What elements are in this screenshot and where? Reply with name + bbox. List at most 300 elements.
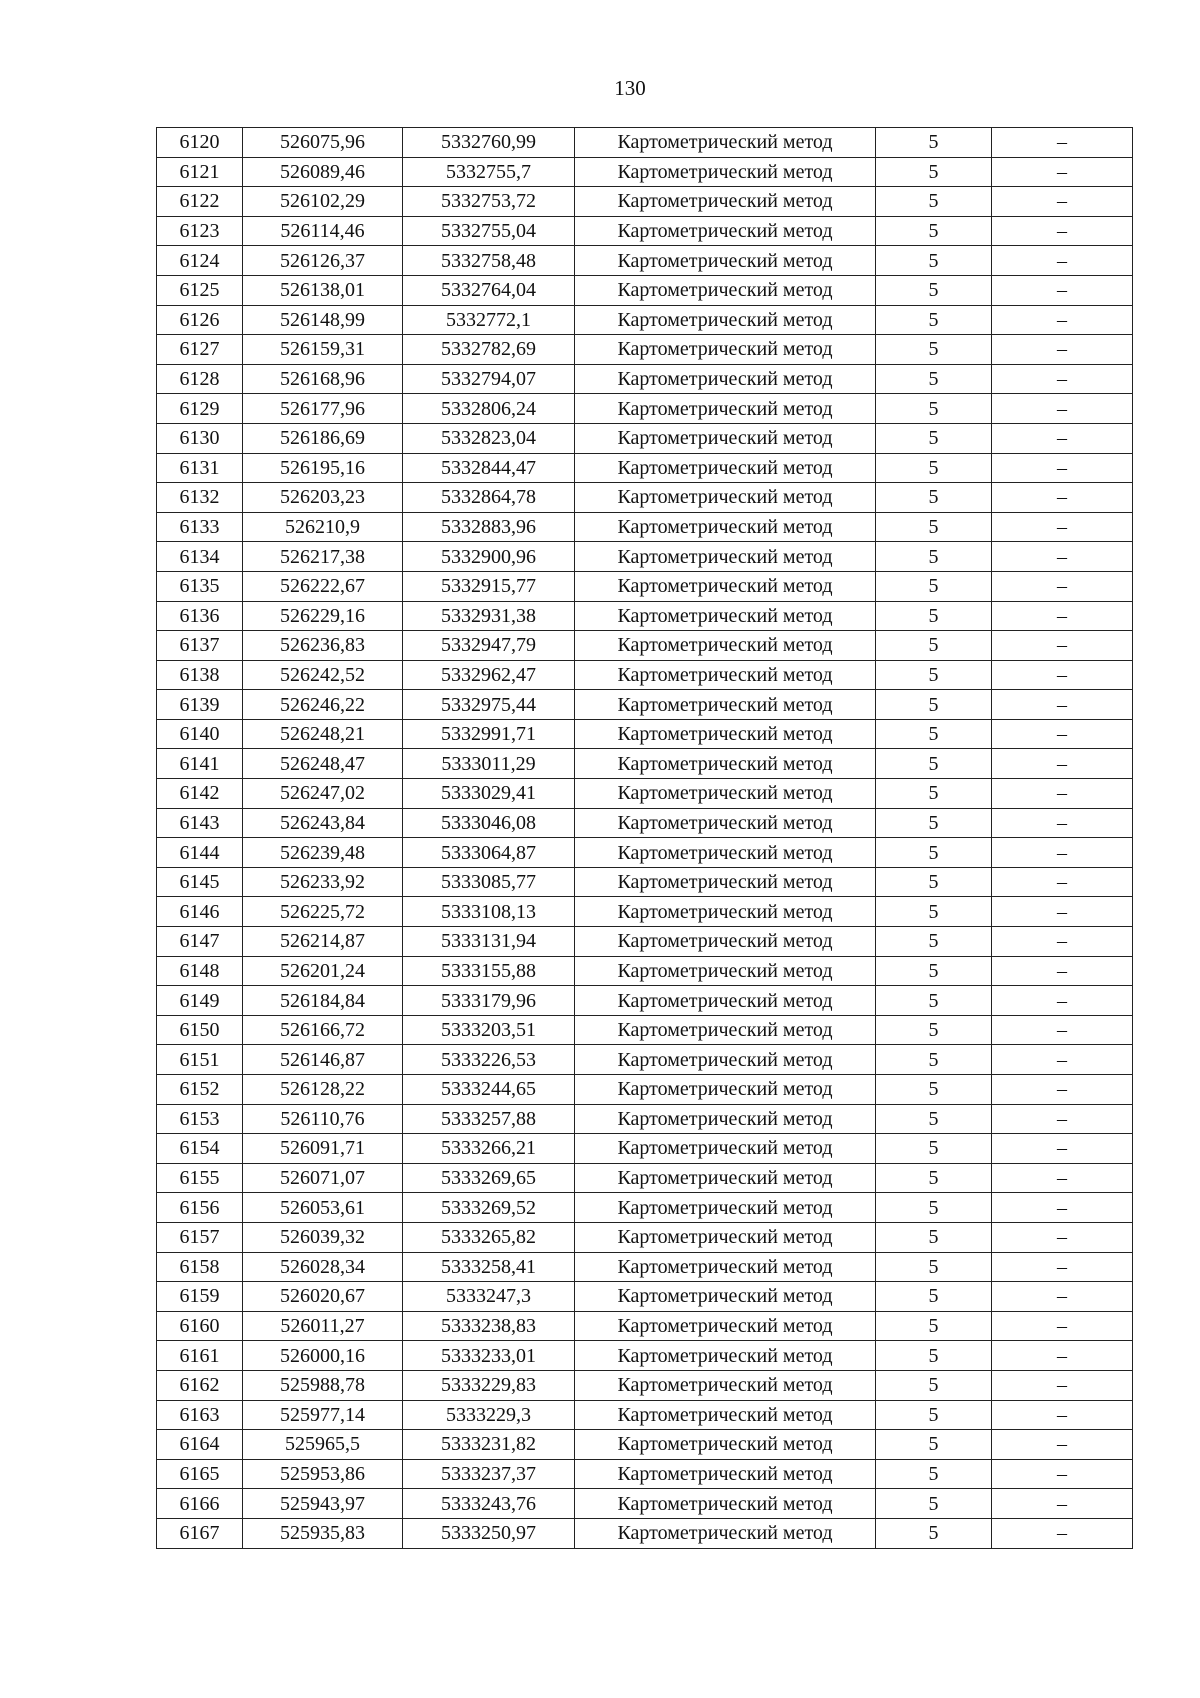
y-coordinate-cell: 5332806,24 (403, 394, 575, 424)
table-row (157, 1104, 1133, 1134)
point-number-cell: 6124 (157, 246, 243, 276)
x-coordinate-cell: 526110,76 (243, 1104, 403, 1134)
point-number-cell: 6137 (157, 631, 243, 661)
table-row (157, 601, 1133, 631)
accuracy-cell: 5 (876, 157, 992, 187)
method-cell: Картометрический метод (575, 1252, 876, 1282)
accuracy-cell: 5 (876, 719, 992, 749)
point-number-cell: 6140 (157, 719, 243, 749)
x-coordinate-cell: 525988,78 (243, 1370, 403, 1400)
description-cell: – (992, 1518, 1133, 1548)
x-coordinate-cell: 526146,87 (243, 1045, 403, 1075)
description-cell: – (992, 394, 1133, 424)
accuracy-cell: 5 (876, 1252, 992, 1282)
description-cell: – (992, 246, 1133, 276)
x-coordinate-cell: 525965,5 (243, 1430, 403, 1460)
y-coordinate-cell: 5332883,96 (403, 512, 575, 542)
method-cell: Картометрический метод (575, 927, 876, 957)
method-cell: Картометрический метод (575, 1311, 876, 1341)
accuracy-cell: 5 (876, 216, 992, 246)
table-row (157, 305, 1133, 335)
y-coordinate-cell: 5332758,48 (403, 246, 575, 276)
accuracy-cell: 5 (876, 749, 992, 779)
table-row (157, 1400, 1133, 1430)
method-cell: Картометрический метод (575, 335, 876, 365)
y-coordinate-cell: 5333244,65 (403, 1075, 575, 1105)
y-coordinate-cell: 5333179,96 (403, 986, 575, 1016)
method-cell: Картометрический метод (575, 394, 876, 424)
accuracy-cell: 5 (876, 838, 992, 868)
y-coordinate-cell: 5333266,21 (403, 1134, 575, 1164)
point-number-cell: 6167 (157, 1518, 243, 1548)
y-coordinate-cell: 5332753,72 (403, 187, 575, 217)
accuracy-cell: 5 (876, 1311, 992, 1341)
accuracy-cell: 5 (876, 128, 992, 158)
method-cell: Картометрический метод (575, 956, 876, 986)
method-cell: Картометрический метод (575, 779, 876, 809)
method-cell: Картометрический метод (575, 305, 876, 335)
table-row (157, 335, 1133, 365)
method-cell: Картометрический метод (575, 1489, 876, 1519)
method-cell: Картометрический метод (575, 1222, 876, 1252)
description-cell: – (992, 275, 1133, 305)
point-number-cell: 6152 (157, 1075, 243, 1105)
point-number-cell: 6156 (157, 1193, 243, 1223)
method-cell: Картометрический метод (575, 483, 876, 513)
description-cell: – (992, 1045, 1133, 1075)
description-cell: – (992, 631, 1133, 661)
method-cell: Картометрический метод (575, 660, 876, 690)
description-cell: – (992, 187, 1133, 217)
y-coordinate-cell: 5333250,97 (403, 1518, 575, 1548)
table-row (157, 1015, 1133, 1045)
y-coordinate-cell: 5333064,87 (403, 838, 575, 868)
description-cell: – (992, 512, 1133, 542)
y-coordinate-cell: 5332864,78 (403, 483, 575, 513)
y-coordinate-cell: 5333247,3 (403, 1282, 575, 1312)
method-cell: Картометрический метод (575, 1518, 876, 1548)
y-coordinate-cell: 5332900,96 (403, 542, 575, 572)
description-cell: – (992, 838, 1133, 868)
y-coordinate-cell: 5332975,44 (403, 690, 575, 720)
x-coordinate-cell: 526184,84 (243, 986, 403, 1016)
accuracy-cell: 5 (876, 897, 992, 927)
table-row (157, 128, 1133, 158)
point-number-cell: 6150 (157, 1015, 243, 1045)
y-coordinate-cell: 5333155,88 (403, 956, 575, 986)
point-number-cell: 6141 (157, 749, 243, 779)
x-coordinate-cell: 526159,31 (243, 335, 403, 365)
table-row (157, 1459, 1133, 1489)
x-coordinate-cell: 526039,32 (243, 1222, 403, 1252)
point-number-cell: 6161 (157, 1341, 243, 1371)
x-coordinate-cell: 526091,71 (243, 1134, 403, 1164)
point-number-cell: 6165 (157, 1459, 243, 1489)
description-cell: – (992, 719, 1133, 749)
description-cell: – (992, 808, 1133, 838)
table-row (157, 867, 1133, 897)
method-cell: Картометрический метод (575, 719, 876, 749)
description-cell: – (992, 1282, 1133, 1312)
point-number-cell: 6120 (157, 128, 243, 158)
method-cell: Картометрический метод (575, 867, 876, 897)
table-row (157, 631, 1133, 661)
table-row (157, 364, 1133, 394)
method-cell: Картометрический метод (575, 187, 876, 217)
x-coordinate-cell: 526247,02 (243, 779, 403, 809)
x-coordinate-cell: 526028,34 (243, 1252, 403, 1282)
accuracy-cell: 5 (876, 453, 992, 483)
y-coordinate-cell: 5332755,7 (403, 157, 575, 187)
accuracy-cell: 5 (876, 1370, 992, 1400)
x-coordinate-cell: 525935,83 (243, 1518, 403, 1548)
method-cell: Картометрический метод (575, 364, 876, 394)
method-cell: Картометрический метод (575, 1193, 876, 1223)
description-cell: – (992, 1370, 1133, 1400)
table-row (157, 838, 1133, 868)
y-coordinate-cell: 5332764,04 (403, 275, 575, 305)
x-coordinate-cell: 526114,46 (243, 216, 403, 246)
description-cell: – (992, 1311, 1133, 1341)
table-row (157, 453, 1133, 483)
point-number-cell: 6147 (157, 927, 243, 957)
y-coordinate-cell: 5332844,47 (403, 453, 575, 483)
description-cell: – (992, 1400, 1133, 1430)
method-cell: Картометрический метод (575, 1104, 876, 1134)
table-row (157, 956, 1133, 986)
method-cell: Картометрический метод (575, 1400, 876, 1430)
table-row (157, 749, 1133, 779)
point-number-cell: 6127 (157, 335, 243, 365)
table-row (157, 1518, 1133, 1548)
method-cell: Картометрический метод (575, 423, 876, 453)
table-row (157, 779, 1133, 809)
accuracy-cell: 5 (876, 808, 992, 838)
accuracy-cell: 5 (876, 305, 992, 335)
description-cell: – (992, 956, 1133, 986)
table-row (157, 1311, 1133, 1341)
method-cell: Картометрический метод (575, 1075, 876, 1105)
point-number-cell: 6121 (157, 157, 243, 187)
description-cell: – (992, 453, 1133, 483)
y-coordinate-cell: 5332760,99 (403, 128, 575, 158)
accuracy-cell: 5 (876, 660, 992, 690)
accuracy-cell: 5 (876, 601, 992, 631)
description-cell: – (992, 483, 1133, 513)
coordinates-table-body (157, 128, 1133, 1549)
description-cell: – (992, 690, 1133, 720)
description-cell: – (992, 216, 1133, 246)
description-cell: – (992, 1252, 1133, 1282)
x-coordinate-cell: 526225,72 (243, 897, 403, 927)
accuracy-cell: 5 (876, 1489, 992, 1519)
x-coordinate-cell: 526246,22 (243, 690, 403, 720)
y-coordinate-cell: 5332991,71 (403, 719, 575, 749)
accuracy-cell: 5 (876, 1430, 992, 1460)
accuracy-cell: 5 (876, 1341, 992, 1371)
method-cell: Картометрический метод (575, 1045, 876, 1075)
y-coordinate-cell: 5333029,41 (403, 779, 575, 809)
description-cell: – (992, 779, 1133, 809)
point-number-cell: 6143 (157, 808, 243, 838)
table-row (157, 1193, 1133, 1223)
table-row (157, 1222, 1133, 1252)
point-number-cell: 6123 (157, 216, 243, 246)
method-cell: Картометрический метод (575, 690, 876, 720)
description-cell: – (992, 1104, 1133, 1134)
point-number-cell: 6131 (157, 453, 243, 483)
description-cell: – (992, 335, 1133, 365)
accuracy-cell: 5 (876, 423, 992, 453)
y-coordinate-cell: 5333085,77 (403, 867, 575, 897)
y-coordinate-cell: 5333237,37 (403, 1459, 575, 1489)
accuracy-cell: 5 (876, 275, 992, 305)
method-cell: Картометрический метод (575, 749, 876, 779)
y-coordinate-cell: 5333269,65 (403, 1163, 575, 1193)
x-coordinate-cell: 526075,96 (243, 128, 403, 158)
x-coordinate-cell: 526148,99 (243, 305, 403, 335)
table-row (157, 571, 1133, 601)
x-coordinate-cell: 525977,14 (243, 1400, 403, 1430)
point-number-cell: 6163 (157, 1400, 243, 1430)
y-coordinate-cell: 5332782,69 (403, 335, 575, 365)
x-coordinate-cell: 525953,86 (243, 1459, 403, 1489)
point-number-cell: 6145 (157, 867, 243, 897)
table-row (157, 808, 1133, 838)
point-number-cell: 6133 (157, 512, 243, 542)
x-coordinate-cell: 526126,37 (243, 246, 403, 276)
table-row (157, 927, 1133, 957)
point-number-cell: 6151 (157, 1045, 243, 1075)
x-coordinate-cell: 526243,84 (243, 808, 403, 838)
x-coordinate-cell: 526248,47 (243, 749, 403, 779)
x-coordinate-cell: 526011,27 (243, 1311, 403, 1341)
x-coordinate-cell: 526071,07 (243, 1163, 403, 1193)
point-number-cell: 6166 (157, 1489, 243, 1519)
description-cell: – (992, 423, 1133, 453)
table-row (157, 246, 1133, 276)
x-coordinate-cell: 526000,16 (243, 1341, 403, 1371)
method-cell: Картометрический метод (575, 1163, 876, 1193)
table-row (157, 690, 1133, 720)
y-coordinate-cell: 5333131,94 (403, 927, 575, 957)
accuracy-cell: 5 (876, 571, 992, 601)
description-cell: – (992, 897, 1133, 927)
x-coordinate-cell: 526201,24 (243, 956, 403, 986)
point-number-cell: 6155 (157, 1163, 243, 1193)
x-coordinate-cell: 526168,96 (243, 364, 403, 394)
y-coordinate-cell: 5333269,52 (403, 1193, 575, 1223)
method-cell: Картометрический метод (575, 216, 876, 246)
y-coordinate-cell: 5333265,82 (403, 1222, 575, 1252)
description-cell: – (992, 986, 1133, 1016)
table-row (157, 216, 1133, 246)
point-number-cell: 6157 (157, 1222, 243, 1252)
description-cell: – (992, 364, 1133, 394)
y-coordinate-cell: 5332755,04 (403, 216, 575, 246)
y-coordinate-cell: 5333229,83 (403, 1370, 575, 1400)
table-row (157, 1489, 1133, 1519)
point-number-cell: 6128 (157, 364, 243, 394)
point-number-cell: 6154 (157, 1134, 243, 1164)
description-cell: – (992, 1489, 1133, 1519)
accuracy-cell: 5 (876, 1518, 992, 1548)
x-coordinate-cell: 526242,52 (243, 660, 403, 690)
method-cell: Картометрический метод (575, 1282, 876, 1312)
point-number-cell: 6148 (157, 956, 243, 986)
table-row (157, 187, 1133, 217)
x-coordinate-cell: 526177,96 (243, 394, 403, 424)
point-number-cell: 6144 (157, 838, 243, 868)
point-number-cell: 6146 (157, 897, 243, 927)
accuracy-cell: 5 (876, 1075, 992, 1105)
y-coordinate-cell: 5333046,08 (403, 808, 575, 838)
description-cell: – (992, 867, 1133, 897)
accuracy-cell: 5 (876, 1045, 992, 1075)
accuracy-cell: 5 (876, 986, 992, 1016)
y-coordinate-cell: 5333258,41 (403, 1252, 575, 1282)
table-row (157, 542, 1133, 572)
point-number-cell: 6132 (157, 483, 243, 513)
page-number: 130 (614, 76, 646, 100)
description-cell: – (992, 601, 1133, 631)
description-cell: – (992, 927, 1133, 957)
x-coordinate-cell: 526166,72 (243, 1015, 403, 1045)
point-number-cell: 6158 (157, 1252, 243, 1282)
description-cell: – (992, 1459, 1133, 1489)
x-coordinate-cell: 526138,01 (243, 275, 403, 305)
table-row (157, 1252, 1133, 1282)
method-cell: Картометрический метод (575, 838, 876, 868)
accuracy-cell: 5 (876, 335, 992, 365)
y-coordinate-cell: 5333229,3 (403, 1400, 575, 1430)
point-number-cell: 6129 (157, 394, 243, 424)
table-row (157, 1430, 1133, 1460)
table-row (157, 423, 1133, 453)
description-cell: – (992, 1193, 1133, 1223)
y-coordinate-cell: 5332772,1 (403, 305, 575, 335)
accuracy-cell: 5 (876, 927, 992, 957)
table-row (157, 483, 1133, 513)
x-coordinate-cell: 526210,9 (243, 512, 403, 542)
point-number-cell: 6130 (157, 423, 243, 453)
y-coordinate-cell: 5332823,04 (403, 423, 575, 453)
coordinates-table (156, 127, 1133, 1549)
accuracy-cell: 5 (876, 394, 992, 424)
point-number-cell: 6122 (157, 187, 243, 217)
accuracy-cell: 5 (876, 364, 992, 394)
description-cell: – (992, 1075, 1133, 1105)
point-number-cell: 6142 (157, 779, 243, 809)
method-cell: Картометрический метод (575, 601, 876, 631)
table-row (157, 1075, 1133, 1105)
y-coordinate-cell: 5332915,77 (403, 571, 575, 601)
accuracy-cell: 5 (876, 246, 992, 276)
table-row (157, 1341, 1133, 1371)
description-cell: – (992, 1430, 1133, 1460)
description-cell: – (992, 660, 1133, 690)
accuracy-cell: 5 (876, 512, 992, 542)
method-cell: Картометрический метод (575, 275, 876, 305)
accuracy-cell: 5 (876, 1222, 992, 1252)
table-row (157, 986, 1133, 1016)
x-coordinate-cell: 526217,38 (243, 542, 403, 572)
method-cell: Картометрический метод (575, 1459, 876, 1489)
accuracy-cell: 5 (876, 779, 992, 809)
accuracy-cell: 5 (876, 1459, 992, 1489)
y-coordinate-cell: 5333233,01 (403, 1341, 575, 1371)
x-coordinate-cell: 526020,67 (243, 1282, 403, 1312)
y-coordinate-cell: 5333203,51 (403, 1015, 575, 1045)
point-number-cell: 6159 (157, 1282, 243, 1312)
description-cell: – (992, 1222, 1133, 1252)
y-coordinate-cell: 5332947,79 (403, 631, 575, 661)
method-cell: Картометрический метод (575, 1370, 876, 1400)
point-number-cell: 6164 (157, 1430, 243, 1460)
table-row (157, 1134, 1133, 1164)
table-row (157, 1045, 1133, 1075)
method-cell: Картометрический метод (575, 808, 876, 838)
x-coordinate-cell: 526089,46 (243, 157, 403, 187)
table-row (157, 1370, 1133, 1400)
method-cell: Картометрический метод (575, 128, 876, 158)
y-coordinate-cell: 5332794,07 (403, 364, 575, 394)
table-row (157, 719, 1133, 749)
description-cell: – (992, 1134, 1133, 1164)
method-cell: Картометрический метод (575, 1015, 876, 1045)
table-row (157, 1163, 1133, 1193)
accuracy-cell: 5 (876, 631, 992, 661)
x-coordinate-cell: 526203,23 (243, 483, 403, 513)
table-row (157, 275, 1133, 305)
x-coordinate-cell: 526248,21 (243, 719, 403, 749)
point-number-cell: 6126 (157, 305, 243, 335)
method-cell: Картометрический метод (575, 246, 876, 276)
y-coordinate-cell: 5333011,29 (403, 749, 575, 779)
x-coordinate-cell: 526128,22 (243, 1075, 403, 1105)
description-cell: – (992, 542, 1133, 572)
description-cell: – (992, 1015, 1133, 1045)
y-coordinate-cell: 5333226,53 (403, 1045, 575, 1075)
point-number-cell: 6162 (157, 1370, 243, 1400)
description-cell: – (992, 571, 1133, 601)
accuracy-cell: 5 (876, 1104, 992, 1134)
table-row (157, 1282, 1133, 1312)
description-cell: – (992, 749, 1133, 779)
point-number-cell: 6149 (157, 986, 243, 1016)
x-coordinate-cell: 526222,67 (243, 571, 403, 601)
method-cell: Картометрический метод (575, 1430, 876, 1460)
point-number-cell: 6135 (157, 571, 243, 601)
method-cell: Картометрический метод (575, 542, 876, 572)
method-cell: Картометрический метод (575, 453, 876, 483)
description-cell: – (992, 305, 1133, 335)
table-row (157, 394, 1133, 424)
point-number-cell: 6138 (157, 660, 243, 690)
accuracy-cell: 5 (876, 1193, 992, 1223)
method-cell: Картометрический метод (575, 1134, 876, 1164)
x-coordinate-cell: 526229,16 (243, 601, 403, 631)
description-cell: – (992, 157, 1133, 187)
accuracy-cell: 5 (876, 1015, 992, 1045)
table-row (157, 157, 1133, 187)
point-number-cell: 6136 (157, 601, 243, 631)
method-cell: Картометрический метод (575, 986, 876, 1016)
method-cell: Картометрический метод (575, 631, 876, 661)
accuracy-cell: 5 (876, 956, 992, 986)
accuracy-cell: 5 (876, 542, 992, 572)
accuracy-cell: 5 (876, 867, 992, 897)
